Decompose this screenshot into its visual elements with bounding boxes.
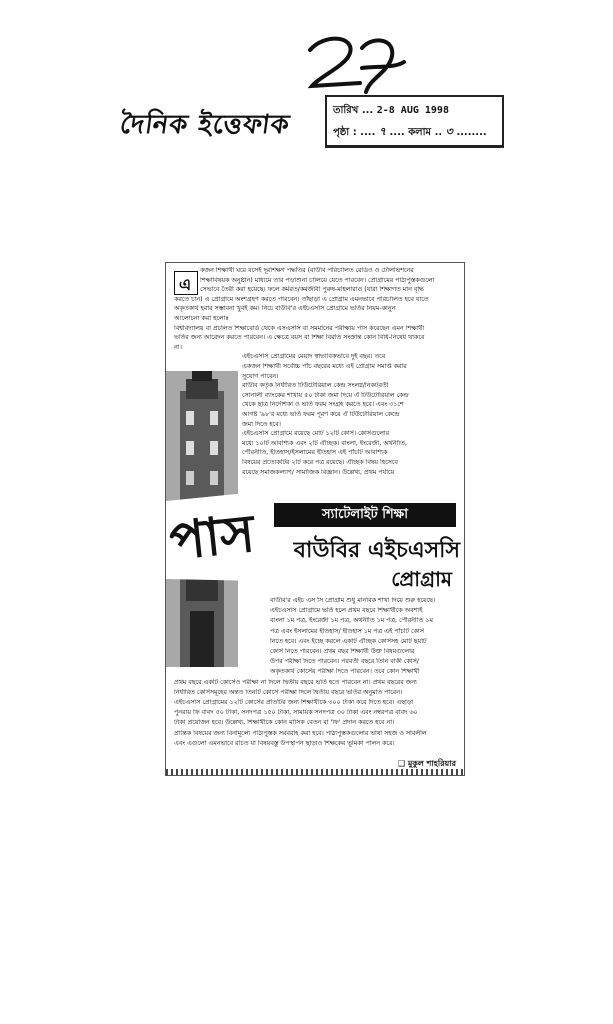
section-banner: স্যাটেলাইট শিক্ষা bbox=[274, 503, 456, 527]
article-line: পুনরায় ফি বাবদ ৫০ টাকা, সনদপত্র ১৫০ টাকা, সাময়িক সনদপত্র ৩০ টাকা এবং নম্বরপত্র বাবদ ৬০ bbox=[174, 709, 418, 717]
stamp-page-label: পৃষ্ঠা bbox=[333, 127, 350, 138]
article-line: মধ্যে ১০টি আবশ্যিক এবং ২টি ঐচ্ছিক। বাংলা, ইংরেজী, অর্থনীতি, bbox=[242, 439, 407, 447]
article-line: এইচএসসি প্রোগ্রামে রয়েছে মোট ১২টি কোর্স। কোর্সগুলোর bbox=[242, 430, 390, 438]
article-line: আগষ্ট '৯৮'র মধ্যে ভর্তি ফরম পূরণ করে ঐ টিউটোরিয়াল কেন্দ্রে bbox=[242, 411, 400, 418]
article-line: এবং এগুলো এমনভাবে রচিত যা বিষয়বস্তু উপস্থাপন ছাড়াও শিক্ষকের ভূমিকা পালন করে। bbox=[174, 739, 395, 747]
article-line: কোর্স নিতে পারবেন। প্রথম বছর শিক্ষার্থী উক্ত বিষয়গুলোর bbox=[270, 648, 415, 655]
article-line: সোনালী ব্যাংকের শাখায় ৫০ টাকা জমা দিয়ে ঐ টিউটোরিয়াল কেন্দ্র bbox=[242, 391, 409, 399]
article-line: কজন শিক্ষার্থী ঘরে বসেই দূরশিক্ষণ পদ্ধতির (বাউবি পরিচালিত রেডিও ও টেলিভিশনের bbox=[200, 267, 414, 274]
article-line: নির্ধারিত কোর্সসমূহের অন্তত তিনটি কোর্সে পরীক্ষা দিলে দ্বিতীয় বছরে ভর্তির অনুমতি পাবেন। bbox=[174, 688, 403, 696]
drop-cap-box bbox=[174, 271, 198, 295]
stamp-date-label: তারিখ bbox=[333, 105, 359, 116]
stamp-page-value: ৭ bbox=[378, 125, 387, 138]
article-line: করতে চান) এ প্রোগ্রামে অংশগ্রহণ করতে পারবেন। তাঁছাড়া এ প্রোগ্রাম এমনভাবে পরিচালিত হবে যাতে bbox=[174, 295, 429, 303]
article-line: পৌরনীতি, ইতিহাস/ইসলামের ইতিহাস এই পাঁচটি আবশ্যিক bbox=[242, 449, 388, 457]
article-line: উপর পরীক্ষা দিতে পারবেন। পরবর্তী বছরে তিনি বাকী কোর্স/ bbox=[270, 658, 419, 666]
article-line: শিক্ষাবিষয়ক অনুষ্ঠান) মাধ্যমে তার পড়াশুনা চালিয়ে যেতে পারবেন। প্রোগ্রামের পাঠ্যপুস্তকগুলো bbox=[200, 276, 435, 284]
date-stamp bbox=[325, 95, 504, 148]
stamp-date-value: 2-8 AUG 1998 bbox=[376, 105, 449, 116]
clipping-bottom-edge bbox=[166, 769, 464, 775]
stamp-date-row: তারিখ ... 2-8 AUG 1998 bbox=[333, 105, 449, 116]
author-name: মুকুল শাহরিয়ার bbox=[407, 759, 456, 768]
article-line: অকৃতকার্য হবার সম্ভাবনা খুবই কম। নিচে বাউবি'র এইচএসসি প্রোগ্রামে ভর্তির নিয়ম-কানুন bbox=[174, 305, 396, 313]
article-line: জমা দিতে হবে। bbox=[242, 420, 281, 428]
article-headline: বাউবির এইচএসসি bbox=[293, 538, 460, 563]
article-line: বাউবি কর্তৃক নির্ধারিত টিউটোরিয়াল কেন্দ্র সংলগ্ন/নিকটবর্তী bbox=[242, 382, 389, 390]
article-line: সেভাবে তৈরী করা হয়েছে। ফলে কর্মরত/কর্মজীবী পুরুষ-মহিলারাও (যারা শিক্ষাগত মান বৃদ্ধি bbox=[200, 286, 424, 294]
article-line: আলোচনা করা হলোঃ bbox=[174, 315, 229, 322]
article-subheadline: প্রোগ্রাম bbox=[391, 567, 452, 591]
author-byline: ❑ মুকুল শাহরিয়ার bbox=[397, 759, 456, 768]
article-line: নিতে হবে। এবং ইচ্ছে করলে একটি ঐচ্ছিক কোর্সসহ মোট ছয়টি bbox=[270, 637, 427, 645]
article-line: থেকে ছাত্র নির্দেশিকা ও ভর্তি ফরম সংগ্রহ করতে হবে। এবং ৩১শে bbox=[242, 401, 404, 409]
article-line: টাকা প্রয়োজন হবে। উল্লেখ্য, শিক্ষার্থীকে কোন মাসিক বেতন বা 'ফি' প্রদান করতে হবে না। bbox=[174, 719, 395, 727]
stamp-column-label: কলাম bbox=[408, 127, 432, 138]
drop-cap-letter: এ bbox=[179, 275, 192, 294]
stamp-column-value: ৩ bbox=[445, 125, 453, 138]
newspaper-name: দৈনিক ইত্তেফাক bbox=[118, 110, 292, 140]
article-line: বাউবি'র এইচ এস সি প্রোগ্রাম শুধু মানবিক শাখা দিয়ে শুরু হয়েছে। bbox=[270, 597, 436, 604]
big-word-pas bbox=[166, 491, 266, 581]
newspaper-clipping bbox=[165, 262, 465, 776]
big-word-text: পাস bbox=[166, 503, 258, 573]
article-line: এইচএসসি প্রোগ্রামের মেয়াদ স্বাভাবিকভাবে দুই বছর। তবে bbox=[242, 353, 386, 361]
article-line: একজন শিক্ষার্থী সর্বোচ্চ পাঁচ বছরের মধ্যে এই প্রোগ্রাম সমাপ্ত করার bbox=[242, 363, 407, 370]
article-line: ভর্তির জন্য আবেদন করতে পারবেন। এ ক্ষেত্রে বয়স বা শিক্ষা বিরতি সংক্রান্ত কোন বিধি-নিষেধ থাকবে bbox=[174, 334, 425, 342]
handwritten-page-number bbox=[300, 28, 410, 98]
article-line: প্রান্তিক বিষয়ের জন্য বিনামূল্যে পাঠ্যপুস্তক সরবরাহ করা হবে। পাঠ্যপুস্তকগুলোর ভাষা সহজ ও সাবলীল bbox=[174, 729, 427, 737]
article-line: এইচএসসি প্রোগ্রামের ১২টি কোর্সের প্রতিটির জন্য শিক্ষার্থীকে ৩০০ টাকা করে দিতে হবে। এছাড়া bbox=[174, 699, 414, 706]
article-line: বাংলা ১ম পত্র, ইংরেজী ১ম পত্র, অর্থনীতি ১ম পত্র, পৌরনীতি ১ম bbox=[270, 617, 433, 625]
article-line: বিশ্ববিদ্যালয় বা প্রচলিত শিক্ষাবোর্ড থেকে এসএসসি বা সমমানের পরীক্ষায় পাস করেছেন এমন শিক্ষার্থী bbox=[174, 324, 424, 332]
article-line: এইচএসসি প্রোগ্রামে ভর্তি হলে প্রথম বছরে শিক্ষার্থীকে অবশ্যই bbox=[270, 607, 423, 615]
article-line: প্রথম বছরে একটি কোর্সেও পরীক্ষা না দিলে দ্বিতীয় বছরে ভর্তি হতে পারবেন না। প্রথম বছরের জন্য bbox=[174, 678, 417, 686]
article-line: বিষয়ের প্রত্যেকটির ২টি করে পত্র রয়েছে। ঐচ্ছিক বিষয় হিসেবে bbox=[242, 459, 398, 466]
article-line: না। bbox=[174, 343, 182, 351]
article-line: অকৃতকার্য কোর্সের পরীক্ষা দিতে পারবেন। তবে কোন শিক্ষার্থী bbox=[270, 668, 420, 676]
article-line: সুযোগ পাবেন। bbox=[242, 372, 279, 380]
stamp-page-row: পৃষ্ঠা : .... ৭ .... কলাম .. ৩ ........ bbox=[333, 125, 487, 138]
article-line: রয়েছে সমাজকল্যাণ/ সামাজিক বিজ্ঞান। উল্লেখ্য, প্রথম পর্যায়ে bbox=[242, 468, 395, 476]
article-line: পত্র এবং ইসলামের ইতিহাস/ ইতিহাস ১ম পত্র এই পাঁচটি কোর্স bbox=[270, 627, 424, 635]
